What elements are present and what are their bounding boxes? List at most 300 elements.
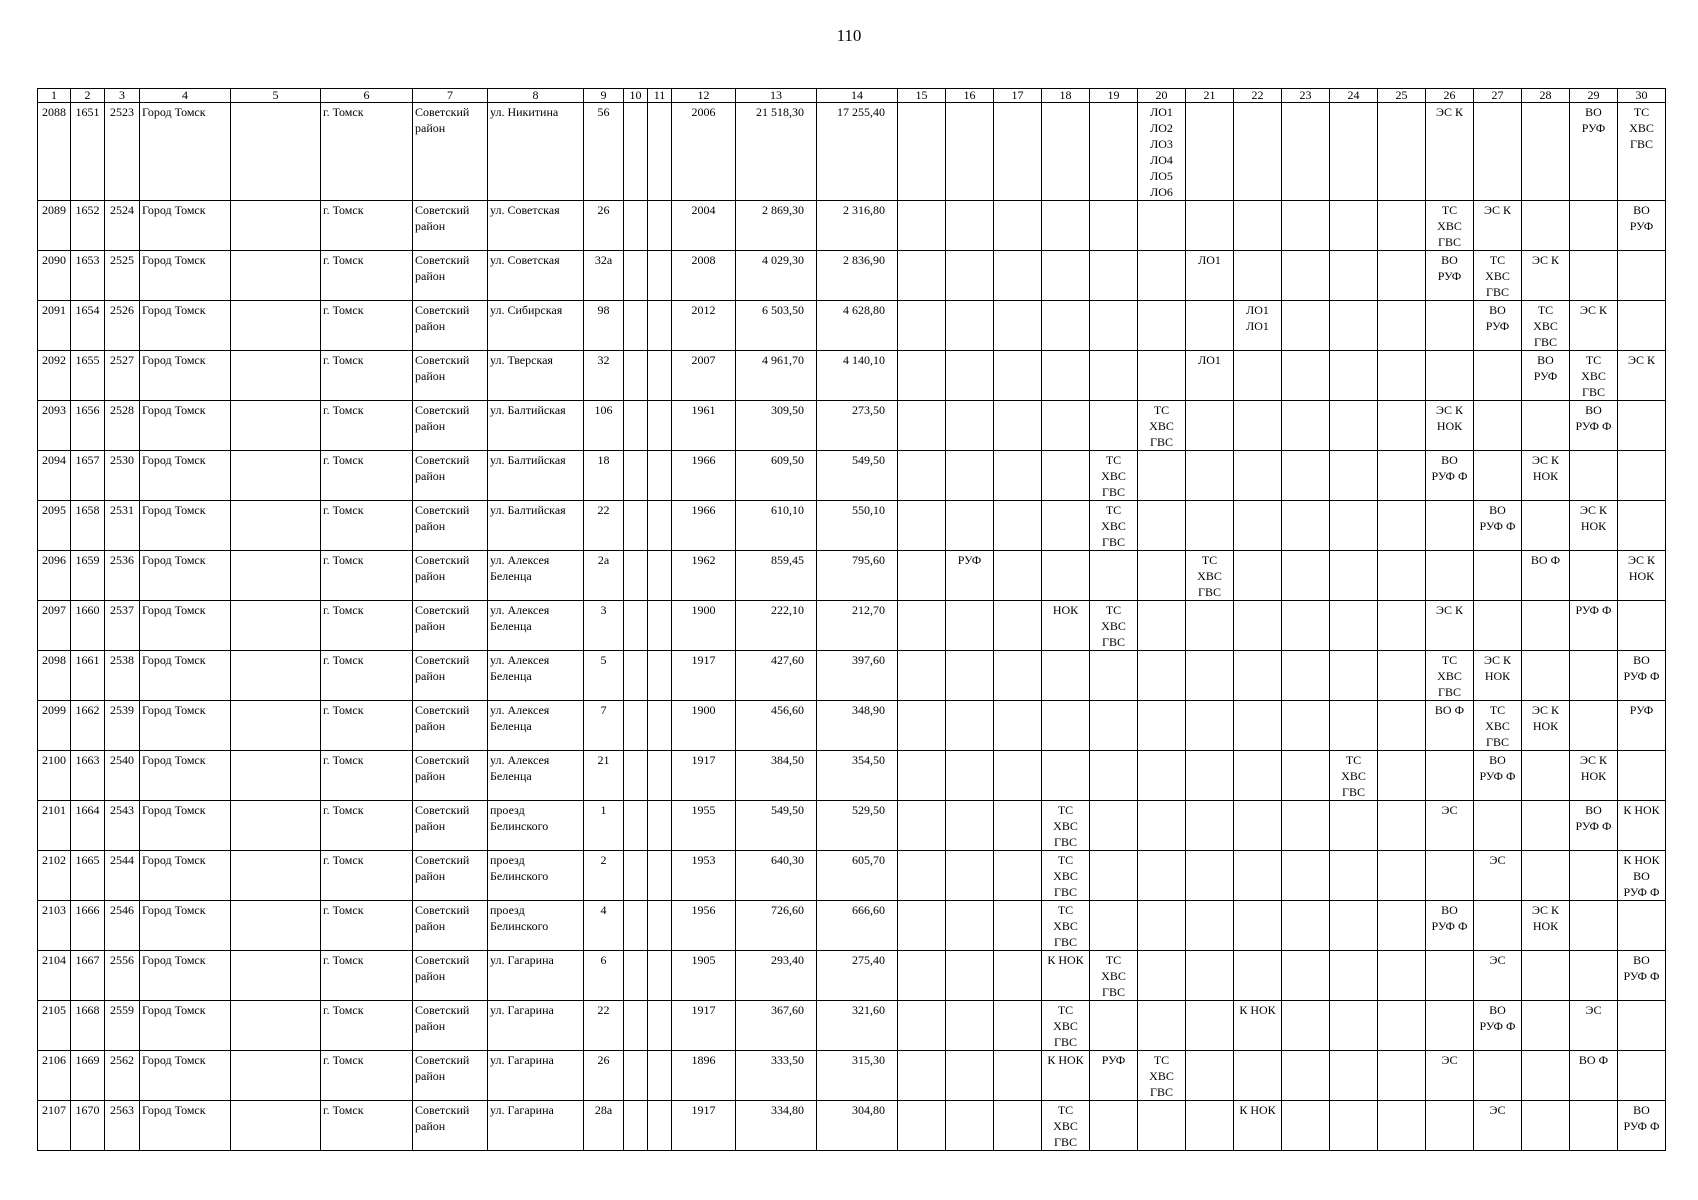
works-column-22-cell (1234, 751, 1282, 801)
works-column-16-cell (946, 201, 994, 251)
works-column-23-cell (1282, 951, 1330, 1001)
district: Советский район (413, 701, 488, 751)
living-area: 2 316,80 (817, 201, 898, 251)
locality: г. Томск (321, 851, 413, 901)
works-column-28-cell (1522, 601, 1570, 651)
column-5-cell (231, 201, 321, 251)
object-code: 2530 (105, 451, 140, 501)
living-area: 275,40 (817, 951, 898, 1001)
works-column-28-cell (1522, 401, 1570, 451)
works-column-26-cell: ЭС (1426, 801, 1474, 851)
works-column-25-cell (1378, 751, 1426, 801)
table-row (38, 751, 1666, 801)
district: Советский район (413, 401, 488, 451)
works-column-21-cell (1186, 1101, 1234, 1151)
works-column-29-cell (1570, 201, 1618, 251)
column-10-cell (624, 751, 648, 801)
total-area: 384,50 (736, 751, 817, 801)
column-number: 8 (488, 89, 584, 103)
municipality: Город Томск (140, 103, 231, 201)
register-number: 1667 (71, 951, 105, 1001)
works-column-23-cell (1282, 551, 1330, 601)
locality: г. Томск (321, 103, 413, 201)
table-row (38, 301, 1666, 351)
total-area: 549,50 (736, 801, 817, 851)
works-column-21-cell (1186, 201, 1234, 251)
works-column-29-cell: ТС ХВС ГВС (1570, 351, 1618, 401)
district: Советский район (413, 801, 488, 851)
works-column-29-cell: ЭС К НОК (1570, 751, 1618, 801)
works-column-26-cell: ВО РУФ Ф (1426, 451, 1474, 501)
register-number: 1652 (71, 201, 105, 251)
works-column-24-cell (1330, 801, 1378, 851)
column-number: 21 (1186, 89, 1234, 103)
works-column-18-cell: ТС ХВС ГВС (1042, 901, 1090, 951)
municipality: Город Томск (140, 851, 231, 901)
register-number: 1665 (71, 851, 105, 901)
works-column-26-cell: ВО РУФ (1426, 251, 1474, 301)
works-column-26-cell (1426, 301, 1474, 351)
street: проезд Белинского (488, 801, 584, 851)
column-number: 11 (648, 89, 672, 103)
object-code: 2523 (105, 103, 140, 201)
living-area: 4 628,80 (817, 301, 898, 351)
locality: г. Томск (321, 901, 413, 951)
works-column-23-cell (1282, 501, 1330, 551)
living-area: 2 836,90 (817, 251, 898, 301)
works-column-21-cell (1186, 451, 1234, 501)
page-number: 110 (836, 26, 862, 45)
street: ул. Балтийская (488, 501, 584, 551)
table-row (38, 551, 1666, 601)
works-column-24-cell (1330, 1001, 1378, 1051)
column-5-cell (231, 801, 321, 851)
district: Советский район (413, 851, 488, 901)
works-column-27-cell: ТС ХВС ГВС (1474, 251, 1522, 301)
works-column-18-cell: ТС ХВС ГВС (1042, 1101, 1090, 1151)
column-11-cell (648, 301, 672, 351)
house-number: 98 (584, 301, 624, 351)
municipality: Город Томск (140, 601, 231, 651)
works-column-19-cell (1090, 401, 1138, 451)
table-row (38, 801, 1666, 851)
municipality: Город Томск (140, 301, 231, 351)
works-column-16-cell (946, 1001, 994, 1051)
district: Советский район (413, 551, 488, 601)
table-row (38, 401, 1666, 451)
works-column-28-cell: ВО РУФ (1522, 351, 1570, 401)
column-number: 12 (672, 89, 736, 103)
works-column-25-cell (1378, 951, 1426, 1001)
district: Советский район (413, 601, 488, 651)
build-year: 1961 (672, 401, 736, 451)
house-number: 4 (584, 901, 624, 951)
build-year: 2012 (672, 301, 736, 351)
living-area: 354,50 (817, 751, 898, 801)
table-row (38, 851, 1666, 901)
works-column-18-cell (1042, 301, 1090, 351)
locality: г. Томск (321, 601, 413, 651)
works-column-19-cell: ТС ХВС ГВС (1090, 501, 1138, 551)
works-column-18-cell: К НОК (1042, 951, 1090, 1001)
works-column-25-cell (1378, 1001, 1426, 1051)
works-column-19-cell (1090, 701, 1138, 751)
works-column-23-cell (1282, 103, 1330, 201)
column-11-cell (648, 1001, 672, 1051)
works-column-29-cell: РУФ Ф (1570, 601, 1618, 651)
living-area: 273,50 (817, 401, 898, 451)
total-area: 334,80 (736, 1101, 817, 1151)
column-number: 13 (736, 89, 817, 103)
house-number: 7 (584, 701, 624, 751)
column-number: 7 (413, 89, 488, 103)
works-column-27-cell: ЭС К (1474, 201, 1522, 251)
total-area: 609,50 (736, 451, 817, 501)
build-year: 2004 (672, 201, 736, 251)
row-number: 2102 (38, 851, 71, 901)
row-number: 2098 (38, 651, 71, 701)
works-column-29-cell (1570, 951, 1618, 1001)
works-column-18-cell (1042, 251, 1090, 301)
works-column-23-cell (1282, 351, 1330, 401)
column-11-cell (648, 551, 672, 601)
living-area: 550,10 (817, 501, 898, 551)
street: ул. Алексея Беленца (488, 651, 584, 701)
locality: г. Томск (321, 801, 413, 851)
works-column-25-cell (1378, 103, 1426, 201)
works-column-15-cell (898, 1101, 946, 1151)
column-number: 28 (1522, 89, 1570, 103)
column-number: 30 (1618, 89, 1666, 103)
works-column-18-cell: ТС ХВС ГВС (1042, 851, 1090, 901)
build-year: 1953 (672, 851, 736, 901)
works-column-30-cell (1618, 1051, 1666, 1101)
build-year: 2006 (672, 103, 736, 201)
street: проезд Белинского (488, 851, 584, 901)
living-area: 4 140,10 (817, 351, 898, 401)
works-column-23-cell (1282, 601, 1330, 651)
works-column-15-cell (898, 451, 946, 501)
register-number: 1654 (71, 301, 105, 351)
works-column-19-cell (1090, 751, 1138, 801)
column-number: 1 (38, 89, 71, 103)
column-10-cell (624, 951, 648, 1001)
works-column-21-cell (1186, 401, 1234, 451)
works-column-21-cell (1186, 951, 1234, 1001)
works-column-19-cell (1090, 351, 1138, 401)
works-column-22-cell (1234, 901, 1282, 951)
row-number: 2091 (38, 301, 71, 351)
district: Советский район (413, 201, 488, 251)
works-column-21-cell: ЛО1 (1186, 251, 1234, 301)
object-code: 2524 (105, 201, 140, 251)
object-code: 2526 (105, 301, 140, 351)
house-number: 28а (584, 1101, 624, 1151)
works-column-24-cell (1330, 1051, 1378, 1101)
column-5-cell (231, 351, 321, 401)
row-number: 2106 (38, 1051, 71, 1101)
column-number: 4 (140, 89, 231, 103)
works-column-18-cell: К НОК (1042, 1051, 1090, 1101)
works-column-19-cell (1090, 251, 1138, 301)
object-code: 2546 (105, 901, 140, 951)
works-column-30-cell (1618, 601, 1666, 651)
works-column-16-cell (946, 451, 994, 501)
street: ул. Гагарина (488, 1051, 584, 1101)
street: ул. Советская (488, 201, 584, 251)
row-number: 2093 (38, 401, 71, 451)
works-column-15-cell (898, 1001, 946, 1051)
column-5-cell (231, 901, 321, 951)
table-row (38, 1051, 1666, 1101)
total-area: 21 518,30 (736, 103, 817, 201)
municipality: Город Томск (140, 651, 231, 701)
street: ул. Алексея Беленца (488, 701, 584, 751)
district: Советский район (413, 501, 488, 551)
object-code: 2537 (105, 601, 140, 651)
row-number: 2090 (38, 251, 71, 301)
works-column-26-cell (1426, 851, 1474, 901)
works-column-23-cell (1282, 701, 1330, 751)
column-11-cell (648, 601, 672, 651)
total-area: 726,60 (736, 901, 817, 951)
table-row (38, 651, 1666, 701)
works-column-29-cell: ВО Ф (1570, 1051, 1618, 1101)
works-column-26-cell: ТС ХВС ГВС (1426, 651, 1474, 701)
register-number: 1660 (71, 601, 105, 651)
works-column-17-cell (994, 103, 1042, 201)
works-column-24-cell (1330, 601, 1378, 651)
column-number: 2 (71, 89, 105, 103)
column-10-cell (624, 551, 648, 601)
works-column-30-cell (1618, 501, 1666, 551)
build-year: 1956 (672, 901, 736, 951)
works-column-17-cell (994, 1001, 1042, 1051)
row-number: 2103 (38, 901, 71, 951)
works-column-16-cell (946, 301, 994, 351)
municipality: Город Томск (140, 551, 231, 601)
works-column-19-cell (1090, 103, 1138, 201)
works-column-25-cell (1378, 1051, 1426, 1101)
works-column-17-cell (994, 451, 1042, 501)
works-column-28-cell (1522, 1001, 1570, 1051)
works-column-17-cell (994, 751, 1042, 801)
column-10-cell (624, 251, 648, 301)
works-column-15-cell (898, 551, 946, 601)
column-10-cell (624, 501, 648, 551)
house-number: 3 (584, 601, 624, 651)
works-column-23-cell (1282, 401, 1330, 451)
register-number: 1668 (71, 1001, 105, 1051)
works-column-21-cell (1186, 501, 1234, 551)
street: ул. Алексея Беленца (488, 751, 584, 801)
works-column-22-cell (1234, 851, 1282, 901)
works-column-24-cell (1330, 701, 1378, 751)
works-column-17-cell (994, 601, 1042, 651)
column-5-cell (231, 451, 321, 501)
table-row (38, 103, 1666, 201)
housing-register-table (37, 88, 1666, 1151)
street: ул. Гагарина (488, 1001, 584, 1051)
works-column-16-cell (946, 1051, 994, 1101)
works-column-20-cell (1138, 1001, 1186, 1051)
works-column-30-cell: ВО РУФ Ф (1618, 651, 1666, 701)
column-number: 5 (231, 89, 321, 103)
living-area: 605,70 (817, 851, 898, 901)
works-column-30-cell: ЭС К НОК (1618, 551, 1666, 601)
locality: г. Томск (321, 951, 413, 1001)
works-column-18-cell: ТС ХВС ГВС (1042, 801, 1090, 851)
works-column-25-cell (1378, 851, 1426, 901)
total-area: 222,10 (736, 601, 817, 651)
works-column-24-cell (1330, 301, 1378, 351)
build-year: 1900 (672, 601, 736, 651)
works-column-20-cell (1138, 251, 1186, 301)
works-column-25-cell (1378, 351, 1426, 401)
works-column-26-cell: ВО РУФ Ф (1426, 901, 1474, 951)
living-area: 212,70 (817, 601, 898, 651)
works-column-20-cell (1138, 701, 1186, 751)
works-column-22-cell (1234, 351, 1282, 401)
living-area: 321,60 (817, 1001, 898, 1051)
works-column-20-cell (1138, 1101, 1186, 1151)
works-column-20-cell: ЛО1 ЛО2 ЛО3 ЛО4 ЛО5 ЛО6 (1138, 103, 1186, 201)
district: Советский район (413, 351, 488, 401)
works-column-26-cell: ЭС К (1426, 103, 1474, 201)
works-column-29-cell (1570, 551, 1618, 601)
district: Советский район (413, 451, 488, 501)
works-column-22-cell (1234, 501, 1282, 551)
column-5-cell (231, 551, 321, 601)
works-column-28-cell (1522, 1101, 1570, 1151)
works-column-23-cell (1282, 201, 1330, 251)
works-column-26-cell (1426, 1101, 1474, 1151)
column-5-cell (231, 701, 321, 751)
street: ул. Алексея Беленца (488, 601, 584, 651)
works-column-19-cell: ТС ХВС ГВС (1090, 951, 1138, 1001)
works-column-18-cell (1042, 451, 1090, 501)
column-5-cell (231, 501, 321, 551)
locality: г. Томск (321, 1051, 413, 1101)
works-column-29-cell: ВО РУФ (1570, 103, 1618, 201)
municipality: Город Томск (140, 401, 231, 451)
register-number: 1657 (71, 451, 105, 501)
works-column-15-cell (898, 103, 946, 201)
row-number: 2094 (38, 451, 71, 501)
total-area: 456,60 (736, 701, 817, 751)
works-column-28-cell (1522, 103, 1570, 201)
works-column-16-cell (946, 801, 994, 851)
works-column-25-cell (1378, 701, 1426, 751)
street: ул. Советская (488, 251, 584, 301)
works-column-30-cell: ВО РУФ (1618, 201, 1666, 251)
works-column-28-cell (1522, 1051, 1570, 1101)
district: Советский район (413, 751, 488, 801)
works-column-16-cell: РУФ (946, 551, 994, 601)
register-number: 1659 (71, 551, 105, 601)
build-year: 1962 (672, 551, 736, 601)
works-column-19-cell (1090, 651, 1138, 701)
house-number: 26 (584, 201, 624, 251)
object-code: 2556 (105, 951, 140, 1001)
works-column-25-cell (1378, 401, 1426, 451)
works-column-17-cell (994, 301, 1042, 351)
works-column-27-cell: ЭС (1474, 851, 1522, 901)
build-year: 1917 (672, 1001, 736, 1051)
works-column-16-cell (946, 251, 994, 301)
works-column-26-cell (1426, 751, 1474, 801)
works-column-26-cell (1426, 551, 1474, 601)
works-column-17-cell (994, 801, 1042, 851)
works-column-17-cell (994, 701, 1042, 751)
total-area: 4 029,30 (736, 251, 817, 301)
column-11-cell (648, 401, 672, 451)
works-column-28-cell: ЭС К НОК (1522, 701, 1570, 751)
works-column-28-cell: ЭС К НОК (1522, 451, 1570, 501)
row-number: 2100 (38, 751, 71, 801)
works-column-15-cell (898, 751, 946, 801)
column-5-cell (231, 851, 321, 901)
works-column-30-cell (1618, 251, 1666, 301)
works-column-30-cell (1618, 451, 1666, 501)
street: ул. Балтийская (488, 401, 584, 451)
works-column-15-cell (898, 201, 946, 251)
works-column-16-cell (946, 501, 994, 551)
build-year: 1966 (672, 451, 736, 501)
object-code: 2563 (105, 1101, 140, 1151)
works-column-18-cell (1042, 401, 1090, 451)
register-number: 1656 (71, 401, 105, 451)
works-column-23-cell (1282, 251, 1330, 301)
register-number: 1664 (71, 801, 105, 851)
column-number: 27 (1474, 89, 1522, 103)
column-10-cell (624, 1101, 648, 1151)
locality: г. Томск (321, 701, 413, 751)
works-column-15-cell (898, 251, 946, 301)
district: Советский район (413, 1051, 488, 1101)
table-row (38, 1101, 1666, 1151)
works-column-24-cell (1330, 103, 1378, 201)
works-column-16-cell (946, 751, 994, 801)
works-column-15-cell (898, 501, 946, 551)
build-year: 1896 (672, 1051, 736, 1101)
build-year: 1900 (672, 701, 736, 751)
works-column-26-cell (1426, 351, 1474, 401)
works-column-22-cell: К НОК (1234, 1001, 1282, 1051)
municipality: Город Томск (140, 901, 231, 951)
works-column-21-cell (1186, 1001, 1234, 1051)
works-column-17-cell (994, 851, 1042, 901)
works-column-23-cell (1282, 801, 1330, 851)
street: ул. Алексея Беленца (488, 551, 584, 601)
total-area: 640,30 (736, 851, 817, 901)
row-number: 2088 (38, 103, 71, 201)
works-column-16-cell (946, 601, 994, 651)
register-number: 1670 (71, 1101, 105, 1151)
register-number: 1658 (71, 501, 105, 551)
total-area: 293,40 (736, 951, 817, 1001)
works-column-18-cell (1042, 501, 1090, 551)
works-column-30-cell: ЭС К (1618, 351, 1666, 401)
works-column-17-cell (994, 551, 1042, 601)
works-column-25-cell (1378, 901, 1426, 951)
total-area: 333,50 (736, 1051, 817, 1101)
column-11-cell (648, 1051, 672, 1101)
street: проезд Белинского (488, 901, 584, 951)
works-column-25-cell (1378, 301, 1426, 351)
column-11-cell (648, 701, 672, 751)
works-column-22-cell (1234, 651, 1282, 701)
